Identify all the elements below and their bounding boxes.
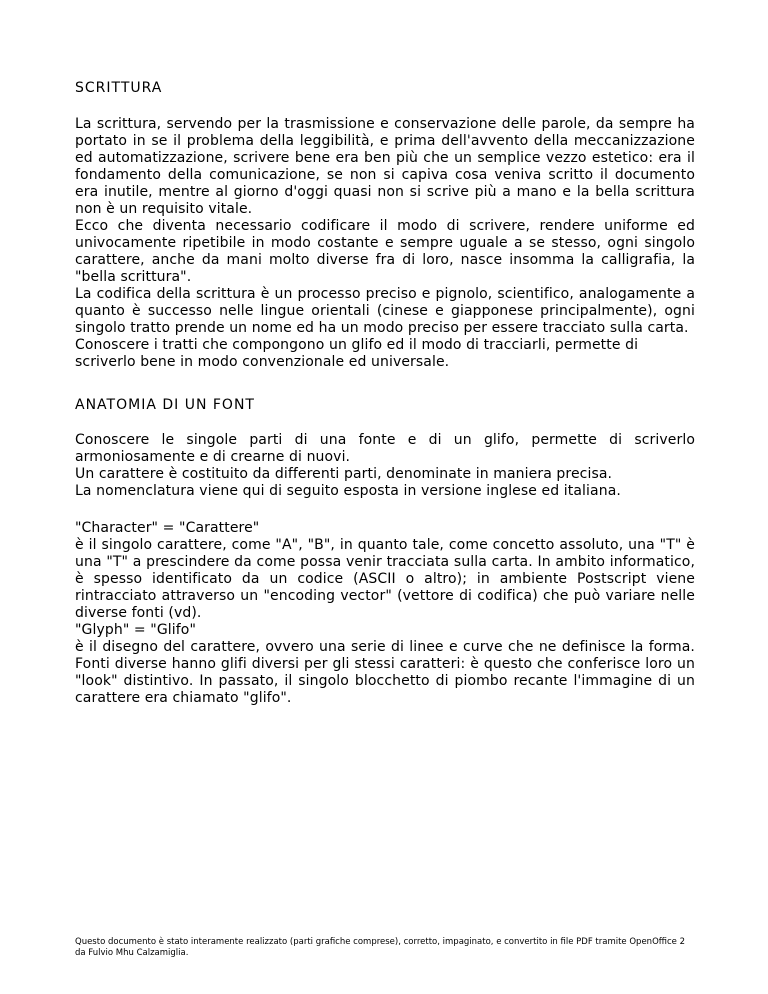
definition-text: è il disegno del carattere, ovvero una serie di linee e curve che ne definisce la forma. Fonti diverse hanno glifi diversi per gli stessi caratteri: è questo che conferisce loro un "look" distintivo. In passato, il singolo blocchetto di piombo recante l'immagine di un carattere era chiamato "glifo".	[75, 639, 695, 706]
footer-note: Questo documento è stato interamente realizzato (parti grafiche comprese), corretto, impaginato, e convertito in file PDF tramite OpenOffice 2 da Fulvio Mhu Calzamiglia.	[75, 937, 685, 958]
section-anatomia-intro	[75, 432, 695, 500]
definition-character	[75, 520, 695, 622]
paragraph: La nomenclatura viene qui di seguito esposta in versione inglese ed italiana.	[75, 483, 621, 499]
section-scrittura-body	[75, 116, 695, 371]
paragraph: Ecco che diventa necessario codificare il modo di scrivere, rendere uniforme ed univocamente ripetibile in modo costante e sempre uguale a se stesso, ogni singolo carattere, anche da mani molto diverse fra di loro, nasce insomma la calligrafia, la "bella scrittura".	[75, 218, 695, 285]
paragraph: Un carattere è costituito da differenti parti, denominate in maniera precisa.	[75, 466, 613, 482]
paragraph: Conoscere i tratti che compongono un glifo ed il modo di tracciarli, permette di scriverlo bene in modo convenzionale ed universale.	[75, 337, 639, 370]
paragraph: Conoscere le singole parti di una fonte e di un glifo, permette di scriverlo armoniosamente e di crearne di nuovi.	[75, 432, 695, 465]
definition-term: "Character" = "Carattere"	[75, 520, 260, 536]
section-title-anatomia: ANATOMIA DI UN FONT	[75, 397, 255, 413]
definition-term: "Glyph" = "Glifo"	[75, 622, 196, 638]
definition-text: è il singolo carattere, come "A", "B", in quanto tale, come concetto assoluto, una "T" è una "T" a prescindere da come possa venir tracciata sulla carta. In ambito informatico, è spesso identificato da un codice (ASCII o altro); in ambiente Postscript viene rintracciato attraverso un "encoding vector" (vettore di codifica) che può variare nelle diverse fonti (vd).	[75, 537, 695, 621]
definition-glyph	[75, 622, 695, 707]
section-title-scrittura: SCRITTURA	[75, 80, 163, 96]
paragraph: La scrittura, servendo per la trasmissione e conservazione delle parole, da sempre ha portato in se il problema della leggibilità, e prima dell'avvento della meccanizzazione ed automatizzazione, scrivere bene era ben più che un semplice vezzo estetico: era il fondamento della comunicazione, se non si capiva cosa veniva scritto il documento era inutile, mentre al giorno d'oggi quasi non si scrive più a mano e la bella scrittura non è un requisito vitale.	[75, 116, 695, 217]
paragraph: La codifica della scrittura è un processo preciso e pignolo, scientifico, analogamente a quanto è successo nelle lingue orientali (cinese e giapponese principalmente), ogni singolo tratto prende un nome ed ha un modo preciso per essere tracciato sulla carta.	[75, 286, 695, 336]
